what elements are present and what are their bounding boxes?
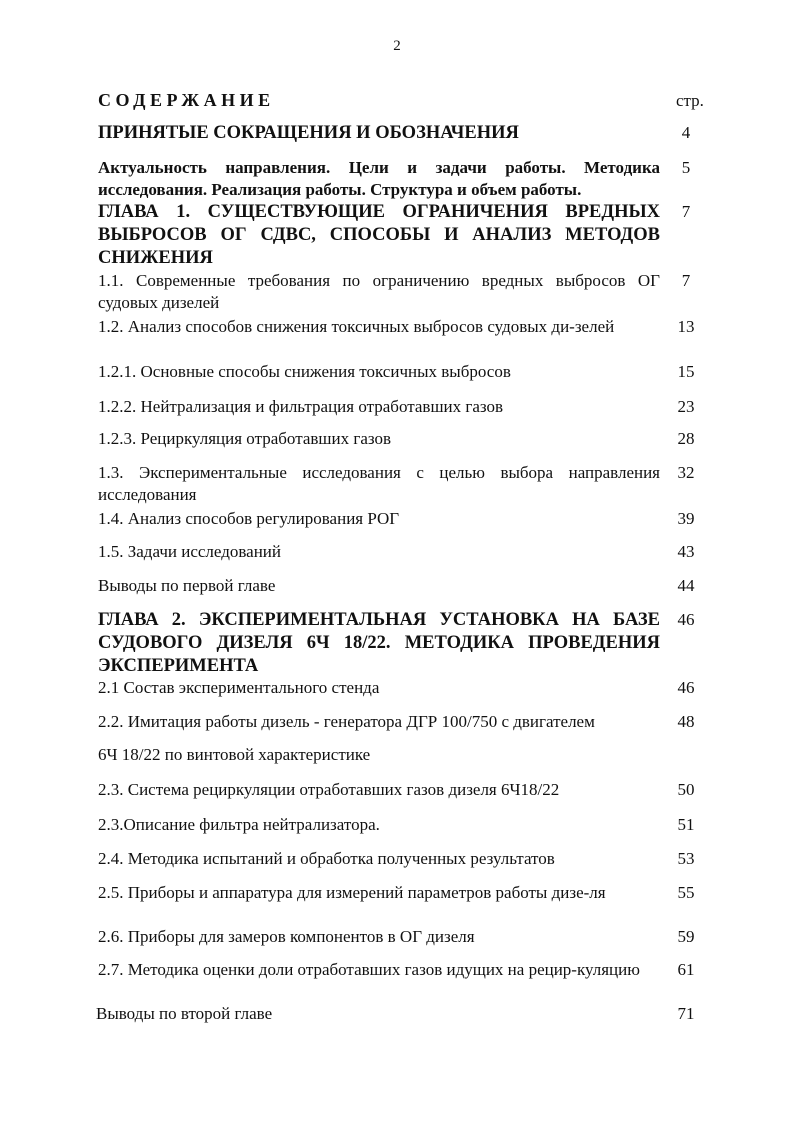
toc-page-number: 51	[677, 815, 695, 834]
toc-entry-section: 2.7. Методика оценки доли отработавших газов идущих на рецир-куляцию	[98, 960, 640, 979]
toc-entry-section-continuation: 6Ч 18/22 по винтовой характеристике	[98, 745, 371, 764]
toc-entry-section: 2.1 Состав экспериментального стенда	[98, 678, 380, 697]
toc-page-number: 13	[677, 317, 695, 336]
toc-page-number: 7	[681, 202, 691, 221]
toc-entry-section: 2.4. Методика испытаний и обработка полученных результатов	[98, 849, 555, 868]
toc-entry-section: 1.4. Анализ способов регулирования РОГ	[98, 509, 400, 528]
toc-entry-section: 2.5. Приборы и аппаратура для измерений параметров работы дизе-ля	[98, 883, 606, 902]
toc-page-number: 59	[677, 927, 695, 946]
toc-page-number: 4	[681, 123, 691, 142]
toc-entry-chapter-2: ГЛАВА 2. ЭКСПЕРИМЕНТАЛЬНАЯ УСТАНОВКА НА БАЗЕ СУДОВОГО ДИЗЕЛЯ 6Ч 18/22. МЕТОДИКА ПРОВЕДЕНИЯ ЭКСПЕРИМЕНТА	[98, 610, 660, 676]
toc-entry-section: 2.3.Описание фильтра нейтрализатора.	[98, 815, 380, 834]
toc-page-number: 46	[677, 610, 695, 629]
toc-page-number: 50	[677, 780, 695, 799]
toc-page-number: 71	[677, 1004, 695, 1023]
toc-page-number: 23	[677, 397, 695, 416]
toc-page-number: 7	[681, 271, 691, 290]
toc-heading: СОДЕРЖАНИЕ	[98, 90, 275, 110]
toc-page-number: 44	[677, 576, 695, 595]
toc-page-number: 39	[677, 509, 695, 528]
toc-page-number: 43	[677, 542, 695, 561]
toc-page-number: 53	[677, 849, 695, 868]
toc-entry-chapter-1: ГЛАВА 1. СУЩЕСТВУЮЩИЕ ОГРАНИЧЕНИЯ ВРЕДНЫХ ВЫБРОСОВ ОГ СДВС, СПОСОБЫ И АНАЛИЗ МЕТОДОВ СНИЖЕНИЯ	[98, 202, 660, 268]
toc-page-number: 15	[677, 362, 695, 381]
toc-entry-section: 1.2.1. Основные способы снижения токсичных выбросов	[98, 362, 511, 381]
toc-entry-section: 1.5. Задачи исследований	[98, 542, 282, 561]
page-number: 2	[393, 38, 401, 54]
toc-page-number: 61	[677, 960, 695, 979]
toc-entry-abbreviations: ПРИНЯТЫЕ СОКРАЩЕНИЯ И ОБОЗНАЧЕНИЯ	[98, 123, 519, 143]
toc-entry-conclusions-2: Выводы по второй главе	[96, 1004, 273, 1023]
toc-page-number: 55	[677, 883, 695, 902]
toc-entry-section: 1.2.2. Нейтрализация и фильтрация отработавших газов	[98, 397, 504, 416]
toc-page-number: 46	[677, 678, 695, 697]
toc-entry-section: 1.2. Анализ способов снижения токсичных выбросов судовых ди-зелей	[98, 317, 615, 336]
page-column-label: стр.	[676, 91, 704, 110]
toc-entry-section: 2.6. Приборы для замеров компонентов в ОГ дизеля	[98, 927, 475, 946]
toc-entry-section: 1.3. Экспериментальные исследования с целью выбора направления исследования	[98, 463, 660, 504]
toc-page-number: 28	[677, 429, 695, 448]
toc-entry-introduction: Актуальность направления. Цели и задачи работы. Методика исследования. Реализация работы. Структура и объем работы.	[98, 158, 660, 199]
toc-page-number: 5	[681, 158, 691, 177]
toc-page-number: 48	[677, 712, 695, 731]
toc-entry-conclusions-1: Выводы по первой главе	[98, 576, 276, 595]
toc-entry-section: 2.3. Система рециркуляции отработавших газов дизеля 6Ч18/22	[98, 780, 560, 799]
toc-page-number: 32	[677, 463, 695, 482]
toc-entry-section: 2.2. Имитация работы дизель - генератора ДГР 100/750 с двигателем	[98, 712, 595, 731]
toc-entry-section: 1.2.3. Рециркуляция отработавших газов	[98, 429, 392, 448]
toc-entry-section: 1.1. Современные требования по ограничению вредных выбросов ОГ судовых дизелей	[98, 271, 660, 312]
